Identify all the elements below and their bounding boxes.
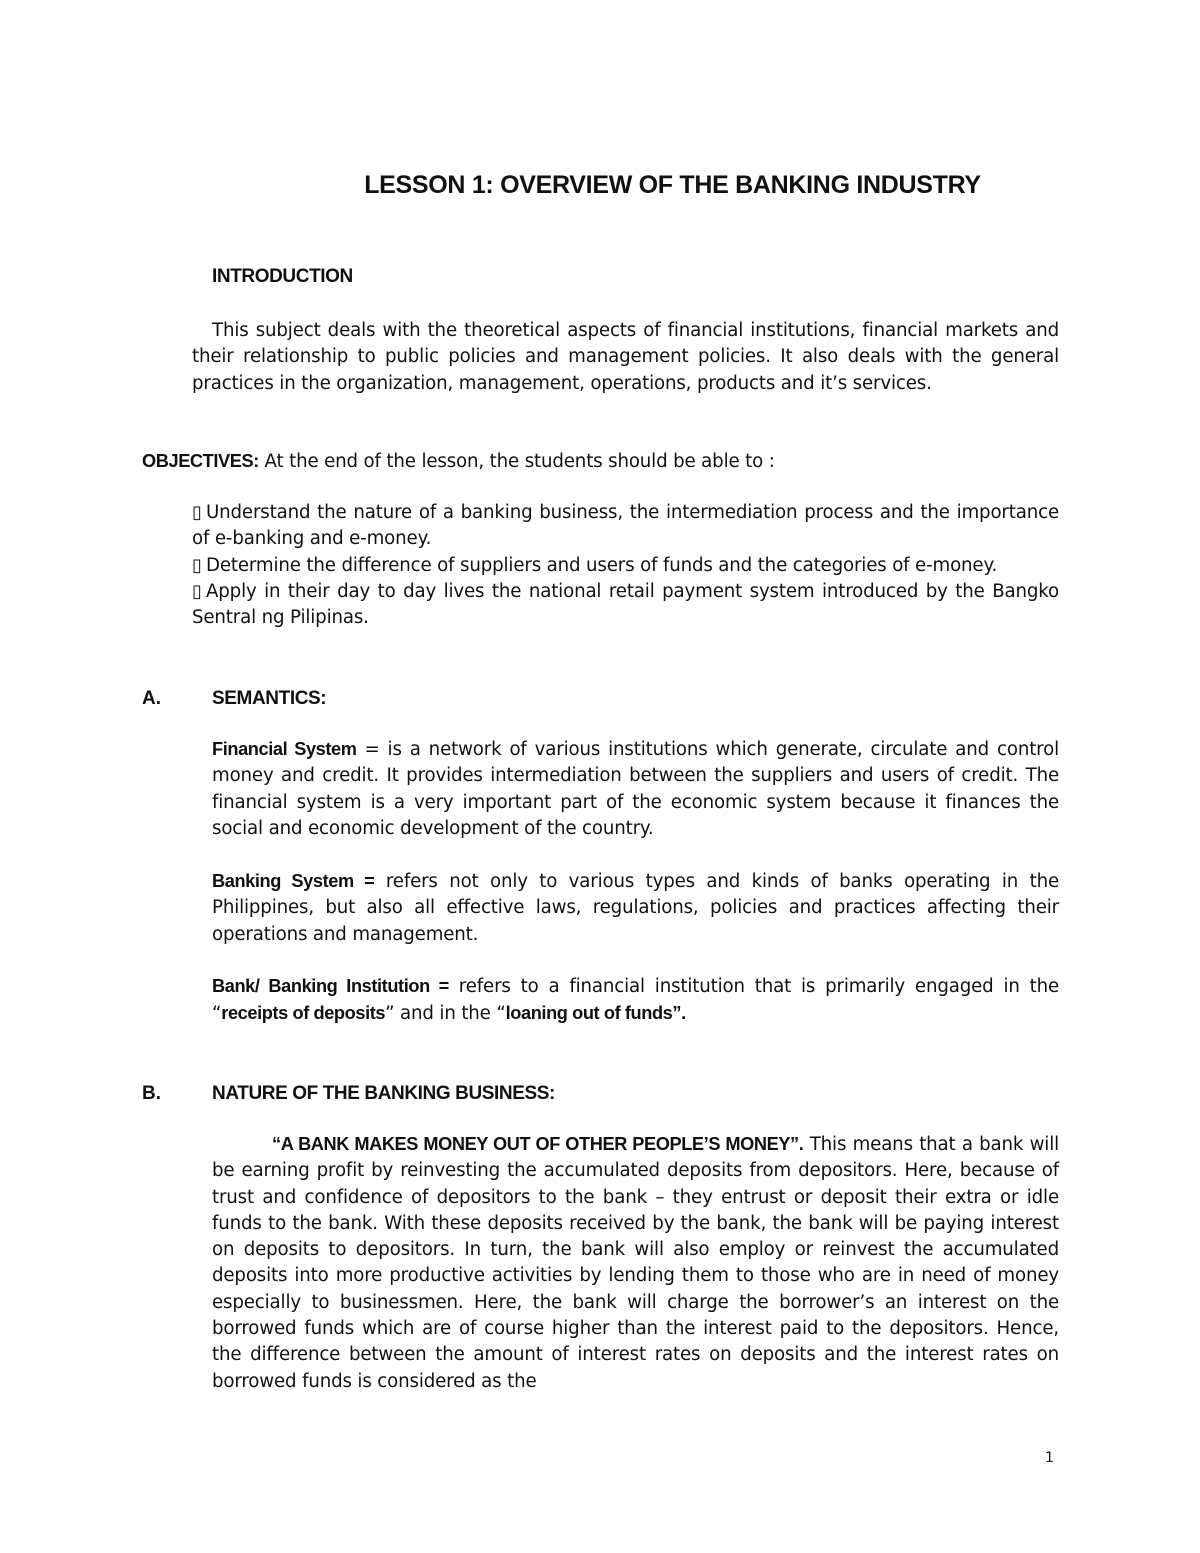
page-number: 1 bbox=[1045, 1450, 1054, 1466]
objective-item bbox=[192, 553, 1059, 579]
objectives-intro-text: At the end of the lesson, the students should be able to : bbox=[258, 451, 775, 472]
bullet-icon: ▯ bbox=[192, 554, 202, 576]
term-label: Bank/ Banking Institution = bbox=[212, 976, 449, 996]
term-bank bbox=[212, 973, 1059, 1028]
bullet-icon: ▯ bbox=[192, 502, 202, 523]
nature-paragraph bbox=[212, 1131, 1059, 1395]
term-financial-system bbox=[212, 736, 1059, 842]
section-a-letter: A. bbox=[142, 688, 161, 709]
objective-item bbox=[192, 500, 1059, 553]
objective-text: Understand the nature of a banking business, the intermediation process and the importance of e-banking and e-money. bbox=[192, 502, 1059, 550]
objectives-line bbox=[142, 448, 1059, 475]
section-b-heading: NATURE OF THE BANKING BUSINESS: bbox=[212, 1083, 555, 1104]
lesson-title: LESSON 1: OVERVIEW OF THE BANKING INDUSTRY bbox=[364, 171, 981, 199]
objective-text: Determine the difference of suppliers and users of funds and the categories of e-money. bbox=[206, 554, 998, 576]
term-definition: = is a network of various institutions which generate, circulate and control money and credit. It provides intermediation between the suppliers and users of credit. The financial system is a very important part of the economic system because it finances the social and economic development of the country. bbox=[212, 739, 1059, 839]
introduction-text: This subject deals with the theoretical aspects of financial institutions, financial markets and their relationship to public policies and management policies. It also deals with the general practices in the organization, management, operations, products and it’s services. bbox=[192, 320, 1059, 394]
nature-quote: “A BANK MAKES MONEY OUT OF OTHER PEOPLE’S MONEY”. bbox=[272, 1134, 804, 1154]
term-emphasis: receipts of deposits bbox=[221, 1003, 386, 1024]
introduction-heading: INTRODUCTION bbox=[212, 266, 353, 287]
introduction-paragraph bbox=[192, 318, 1059, 397]
term-label: Banking System = bbox=[212, 871, 375, 891]
term-label: Financial System bbox=[212, 739, 357, 759]
term-definition-middle: ” and in the “ bbox=[385, 1003, 506, 1025]
term-banking-system bbox=[212, 868, 1059, 948]
term-emphasis: loaning out of funds”. bbox=[505, 1003, 686, 1024]
nature-text: This means that a bank will be earning profit by reinvesting the accumulated deposits from depositors. Here, because of trust and confidence of depositors to the bank – they entrust or deposit their extra or idle funds to the bank. With these deposits received by the bank, the bank will be paying interest on deposits to depositors. In turn, the bank will also employ or reinvest the accumulated deposits into more productive activities by lending them to those who are in need of money especially to businessmen. Here, the bank will charge the borrower’s an interest on the borrowed funds which are of course higher than the interest paid to the depositors. Hence, the difference between the amount of interest rates on deposits and the interest rates on borrowed funds is considered as the bbox=[212, 1134, 1059, 1392]
bullet-icon: ▯ bbox=[192, 580, 202, 602]
objectives-label: OBJECTIVES: bbox=[142, 451, 259, 471]
objectives-list bbox=[192, 500, 1059, 631]
term-definition: refers not only to various types and kinds of banks operating in the Philippines, but also all effective laws, regulations, policies and practices affecting their operations and management. bbox=[212, 871, 1059, 945]
section-b-letter: B. bbox=[142, 1083, 161, 1104]
term-definition: refers to a financial institution that is primarily engaged in the “ bbox=[212, 976, 1060, 1025]
objective-text: Apply in their day to day lives the national retail payment system introduced by the Bangko Sentral ng Pilipinas. bbox=[192, 580, 1059, 629]
section-a-heading: SEMANTICS: bbox=[212, 688, 327, 709]
objective-item bbox=[192, 579, 1059, 632]
